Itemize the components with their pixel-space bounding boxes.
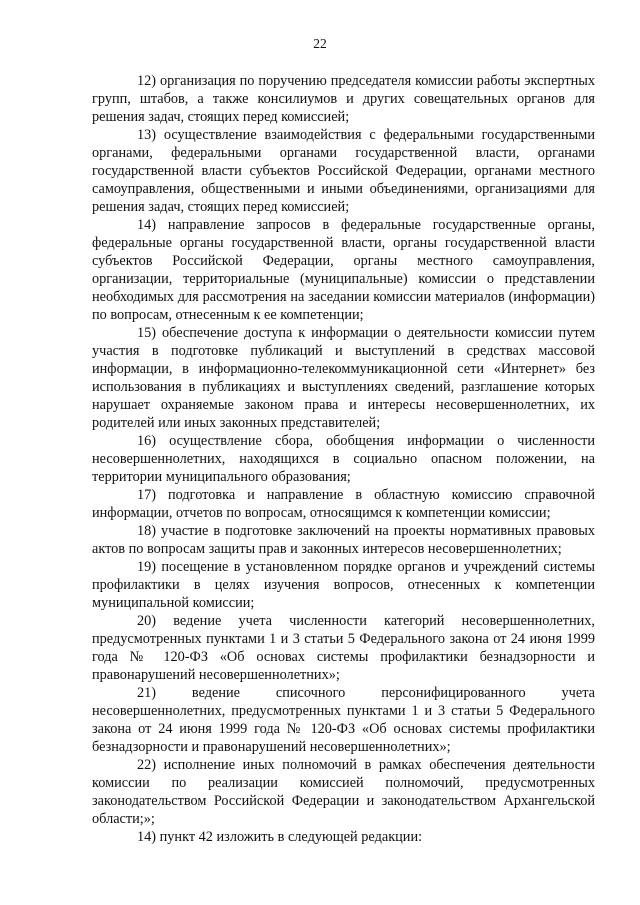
paragraph-item-18: 18) участие в подготовке заключений на проекты нормативных правовых актов по вопросам защиты прав и законных интересов несовершеннолетних; [92, 523, 595, 557]
paragraph-item-20: 20) ведение учета численности категорий несовершеннолетних, предусмотренных пунктами 1 и 3 статьи 5 Федерального закона от 24 июня 1999 года № 120-ФЗ «Об основах системы профилактики безнадзорности и правонарушений несовершеннолетних»; [92, 613, 595, 683]
body-text [92, 72, 595, 846]
paragraph-item-16: 16) осуществление сбора, обобщения информации о численности несовершеннолетних, находящихся в социально опасном положении, на территории муниципального образования; [92, 433, 595, 485]
paragraph-item-17: 17) подготовка и направление в областную комиссию справочной информации, отчетов по вопросам, относящимся к компетенции комиссии; [92, 487, 595, 521]
paragraph-item-22: 22) исполнение иных полномочий в рамках обеспечения деятельности комиссии по реализации комиссией полномочий, предусмотренных законодательством Российской Федерации и законодательством Архангельской области;»; [92, 757, 595, 827]
paragraph-item-15: 15) обеспечение доступа к информации о деятельности комиссии путем участия в подготовке публикаций и выступлений в средствах массовой информации, в информационно-телекоммуникационной сети «Интернет» без использования в публикациях и выступлениях сведений, разглашение которых нарушает охраняемые законом права и интересы несовершеннолетних, их родителей или иных законных представителей; [92, 325, 595, 431]
paragraph-item-14: 14) направление запросов в федеральные государственные органы, федеральные органы государственной власти, органы государственной власти субъектов Российской Федерации, органы местного самоуправления, организации, территориальные (муниципальные) комиссии о представлении необходимых для рассмотрения на заседании комиссии материалов (информации) по вопросам, отнесенным к ее компетенции; [92, 217, 595, 323]
amendment-clause-14: 14) пункт 42 изложить в следующей редакции: [137, 829, 423, 845]
paragraph-item-13: 13) осуществление взаимодействия с федеральными государственными органами, федеральными органами государственной власти, органами государственной власти субъектов Российской Федерации, органами местного самоуправления, общественными и иными объединениями, организациями для решения задач, стоящих перед комиссией; [92, 127, 595, 215]
paragraph-item-19: 19) посещение в установленном порядке органов и учреждений системы профилактики в целях изучения вопросов, отнесенных к компетенции муниципальной комиссии; [92, 559, 595, 611]
paragraph-item-21: 21) ведение списочного персонифицированного учета несовершеннолетних, предусмотренных пунктами 1 и 3 статьи 5 Федерального закона от 24 июня 1999 года № 120-ФЗ «Об основах системы профилактики безнадзорности и правонарушений несовершеннолетних»; [92, 685, 595, 755]
paragraph-item-12: 12) организация по поручению председателя комиссии работы экспертных групп, штабов, а также консилиумов и других совещательных органов для решения задач, стоящих перед комиссией; [92, 73, 595, 125]
page-number: 22 [313, 36, 327, 51]
